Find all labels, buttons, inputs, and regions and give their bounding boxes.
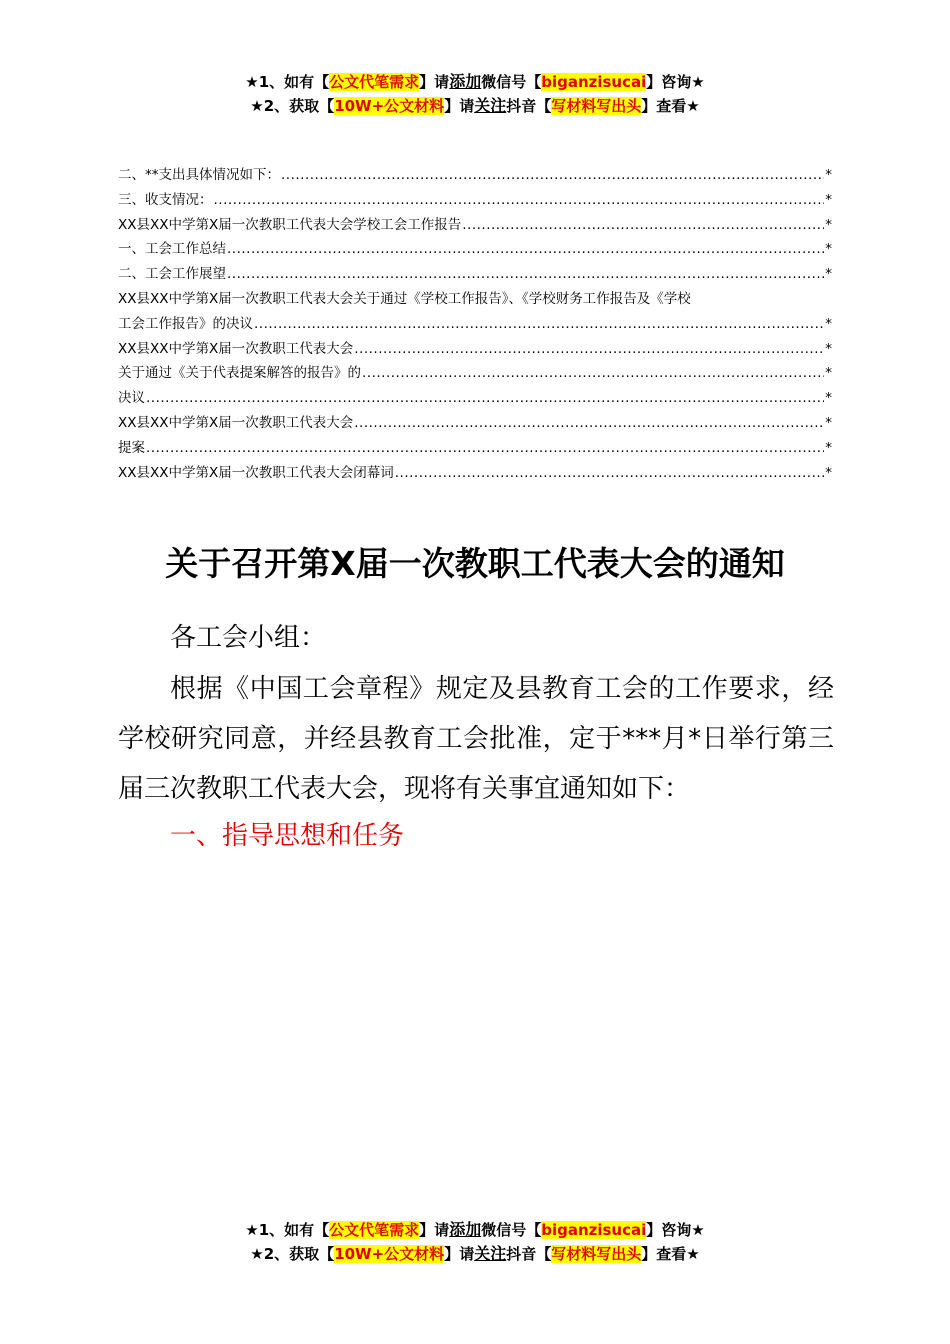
toc-entry-text: 关于通过《关于代表提案解答的报告》的 [118, 365, 361, 382]
promo-highlight: 公文代笔需求 [329, 73, 420, 91]
promo-underline: 关注 [474, 96, 507, 115]
body-line: 根据《中国工会章程》规定及县教育工会的工作要求，经 [170, 674, 834, 704]
toc-entry-text: 二、**支出具体情况如下： [118, 167, 280, 183]
toc-entry[interactable] [118, 262, 832, 287]
promo-text: 】请 [419, 1221, 450, 1239]
toc-entry[interactable] [118, 411, 832, 436]
toc-entry[interactable] [118, 436, 832, 461]
promo-highlight: 公文代笔需求 [329, 1221, 420, 1239]
toc-entry[interactable] [118, 213, 832, 238]
promo-text: ★2、获取【 [250, 1245, 335, 1263]
toc-entry-text: XX县XX中学第X届一次教职工代表大会 [118, 340, 354, 357]
promo-highlight: biganzisucai [541, 73, 647, 91]
toc-page-number: * [825, 439, 832, 456]
toc-entry[interactable] [118, 337, 832, 362]
toc-page-number: * [825, 191, 832, 208]
promo-banner-bottom [0, 1218, 950, 1266]
toc-page-number: * [825, 340, 832, 357]
toc-entry-text: XX县XX中学第X届一次教职工代表大会 [118, 414, 354, 431]
promo-text: 抖音【 [506, 1245, 552, 1263]
promo-text: 抖音【 [506, 97, 552, 115]
promo-text: 】请 [444, 1245, 475, 1263]
promo-text: 微信号【 [481, 73, 542, 91]
toc-leader-dots [462, 213, 824, 238]
toc-entry-text: 一、工会工作总结 [118, 241, 226, 258]
toc-page-number: * [825, 315, 832, 332]
table-of-contents [118, 163, 832, 485]
toc-page-number: * [825, 167, 832, 183]
promo-highlight: biganzisucai [541, 1221, 647, 1239]
toc-page-number: * [825, 216, 832, 233]
toc-leader-dots [362, 361, 824, 386]
toc-entry-text: 工会工作报告》的决议 [118, 315, 253, 332]
promo-highlight: 写材料写出头 [551, 1245, 642, 1263]
toc-entry-text: 决议 [118, 390, 145, 407]
toc-entry-text: 三、收支情况： [118, 191, 213, 208]
toc-leader-dots [395, 461, 825, 486]
toc-entry[interactable] [118, 188, 832, 213]
body-paragraph [118, 664, 834, 814]
toc-page-number: * [825, 365, 832, 382]
promo-text: 】请 [419, 73, 450, 91]
toc-leader-dots [281, 163, 824, 188]
promo-underline: 关注 [474, 1244, 507, 1263]
toc-page-number: * [825, 390, 832, 407]
toc-entry[interactable] [118, 287, 832, 337]
section-heading: 一、指导思想和任务 [170, 821, 405, 851]
toc-entry[interactable] [118, 163, 832, 188]
toc-leader-dots [354, 411, 824, 436]
document-title: 关于召开第X届一次教职工代表大会的通知 [165, 544, 785, 583]
toc-entry[interactable] [118, 237, 832, 262]
toc-leader-dots [227, 237, 824, 262]
promo-text: 】查看★ [641, 97, 700, 115]
promo-underline: 添加 [449, 1220, 482, 1239]
toc-page-number: * [825, 266, 832, 283]
promo-text: 】咨询★ [646, 1221, 705, 1239]
promo-text: ★2、获取【 [250, 97, 335, 115]
toc-leader-dots [146, 386, 824, 411]
toc-page-number: * [825, 241, 832, 258]
toc-entry[interactable] [118, 386, 832, 411]
promo-highlight: 写材料写出头 [551, 97, 642, 115]
body-line: 学校研究同意，并经县教育工会批准，定于***月*日举行第三 [118, 724, 834, 754]
toc-page-number: * [825, 464, 832, 481]
toc-leader-dots [354, 337, 824, 362]
toc-leader-dots [254, 312, 824, 337]
toc-leader-dots [214, 188, 825, 213]
toc-leader-dots [227, 262, 824, 287]
promo-text: 微信号【 [481, 1221, 542, 1239]
promo-line-2 [0, 1242, 950, 1266]
salutation: 各工会小组： [170, 623, 327, 653]
body-line: 届三次教职工代表大会，现将有关事宜通知如下： [118, 774, 691, 804]
toc-entry-text: XX县XX中学第X届一次教职工代表大会闭幕词 [118, 464, 394, 481]
promo-banner-top [0, 70, 950, 118]
promo-underline: 添加 [449, 72, 482, 91]
promo-text: ★1、如有【 [245, 1221, 330, 1239]
promo-text: 】查看★ [641, 1245, 700, 1263]
promo-text: 】请 [444, 97, 475, 115]
toc-entry-text: 二、工会工作展望 [118, 266, 226, 283]
promo-highlight: 10W+公文材料 [334, 97, 445, 115]
promo-line-1 [0, 1218, 950, 1242]
toc-leader-dots [146, 436, 824, 461]
toc-entry-text: XX县XX中学第X届一次教职工代表大会学校工会工作报告 [118, 216, 462, 233]
promo-text: 】咨询★ [646, 73, 705, 91]
promo-text: ★1、如有【 [245, 73, 330, 91]
promo-highlight: 10W+公文材料 [334, 1245, 445, 1263]
toc-entry-text: 提案 [118, 439, 145, 456]
promo-line-2 [0, 94, 950, 118]
toc-page-number: * [825, 414, 832, 431]
toc-entry[interactable] [118, 361, 832, 386]
toc-entry-text: XX县XX中学第X届一次教职工代表大会关于通过《学校工作报告》、《学校财务工作报告及《学校 [118, 290, 691, 307]
promo-line-1 [0, 70, 950, 94]
toc-entry[interactable] [118, 461, 832, 486]
toc-entry-continuation [118, 312, 832, 337]
